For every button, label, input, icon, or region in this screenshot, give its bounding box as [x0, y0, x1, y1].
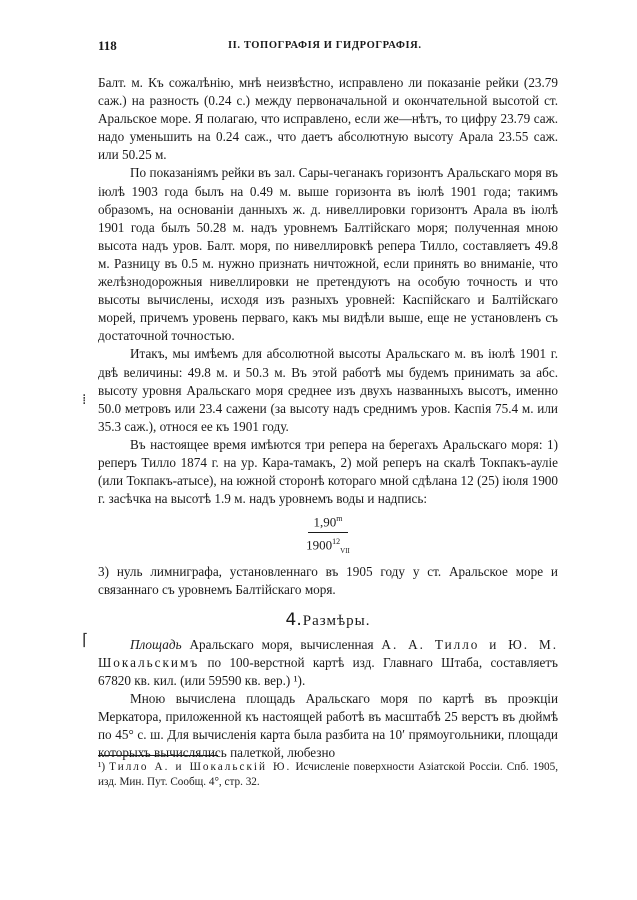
paragraph-1: Балт. м. Къ сожалѣнію, мнѣ неизвѣстно, исправлено ли показаніе рейки (23.79 саж.) на разность (0.24 с.) между первоначальной и окончательной высотой ст. Аральское море. Я полагаю, что исправлено, если же—нѣтъ, то цифру 23.79 саж. надо уменьшить на 0.24 саж., что даетъ абсолютную высоту Арала 23.55 саж. или 50.25 м.	[98, 75, 558, 163]
inscription-fraction	[98, 511, 558, 558]
page-number: 118	[98, 38, 117, 53]
paragraph-7: Мною вычислена площадь Аральскаго моря по картѣ въ проэкціи Меркатора, приложенной къ настоящей работѣ въ масштабѣ 25 верстъ въ дюймѣ по 45° с. ш. Для вычисленія карта была разбита на 10′ прямоугольники, площади которыхъ вычислялись палеткой, любезно	[98, 691, 558, 761]
section-number: 4.	[285, 609, 302, 630]
margin-pencil-mark: ⁞	[82, 392, 87, 408]
italic-term: Площадь	[130, 636, 182, 652]
inscription-bottom: $1900^{12}_{VII}$	[306, 536, 350, 555]
author-names: А. А. Тилло и Ю. М. Шокальскимъ	[98, 636, 558, 670]
paragraph-5: 3) нуль лимниграфа, установленнаго въ 1905 году у ст. Аральское море и связаннаго съ уровнемъ Балтійскаго моря.	[98, 563, 558, 597]
footnote-authors: Тилло А. и Шокальскій Ю.	[109, 761, 292, 773]
section-title: Размѣры.	[302, 612, 371, 629]
paragraph-2: По показаніямъ рейки въ зал. Сары-чеганакъ горизонтъ Аральскаго моря въ іюлѣ 1903 года былъ на 0.49 м. выше горизонта въ іюлѣ 1901 года; такимъ образомъ, на основаніи данныхъ ж. д. нивеллировки горизонтъ Арала въ іюлѣ 1901 года былъ 50.28 м. надъ уровнемъ Балтійскаго моря; полученная мною высота надъ уров. Балт. моря, по нивеллировкѣ репера Тилло, составляетъ 49.8 м. Разницу въ 0.5 м. нужно признать ничтожной, если принять во вниманіе, что желѣзнодорожныя нивеллировки не претендуютъ на особую точность и что высоты вычислены, исходя изъ разныхъ уровней: Каспійскаго и Балтійскаго морей, причемъ уровень перваго, какъ мы видѣли выше, еще не установленъ съ достаточной точностью.	[98, 165, 558, 344]
paragraph-4: Въ настоящее время имѣются три репера на берегахъ Аральскаго моря: 1) реперъ Тилло 1874 г. на ур. Кара-тамакъ, 2) мой реперъ на скалѣ Токпакъ-ауліе (или Токпакъ-атысе), на южной сторонѣ котораго мной сдѣлана 12 (25) іюля 1900 г. засѣчка на высотѣ 1.9 м. надъ уровнемъ воды и надпись:	[98, 436, 558, 507]
footnote-ref[interactable]: ¹).	[293, 672, 306, 688]
footnote: ¹) Тилло А. и Шокальскій Ю. Исчисленіе поверхности Азіатской Россіи. Спб. 1905, изд. Мин. Пут. Сообщ. 4°, стр. 32.	[98, 761, 558, 788]
running-title: II. ТОПОГРАФІЯ И ГИДРОГРАФІЯ.	[228, 40, 422, 51]
paragraph-3: Итакъ, мы имѣемъ для абсолютной высоты Аральскаго м. въ іюлѣ 1901 г. двѣ величины: 49.8 м. и 50.3 м. Въ этой работѣ мы будемъ принимать за абс. высоту уровня Аральскаго моря среднее изъ двухъ названныхъ высотъ, именно 50.0 метровъ или 23.4 сажени (за высоту надъ среднимъ уров. Каспія 75.4 м. или 35.3 саж.), относя ее къ 1901 году.	[98, 346, 558, 434]
margin-bracket-mark: ⌈	[82, 630, 89, 649]
footnote-rule	[98, 755, 218, 756]
paragraph-6: Площадь Аральскаго моря, вычисленная А. А. Тилло и Ю. М. Шокальскимъ по 100-верстной картѣ изд. Главнаго Штаба, составляетъ 67820 кв. кил. (или 59590 кв. вер.) ¹).	[98, 636, 558, 688]
body-text	[98, 74, 558, 762]
page-header	[98, 38, 555, 58]
section-heading	[98, 611, 558, 630]
inscription-top: 1,90$^m$	[308, 511, 349, 532]
